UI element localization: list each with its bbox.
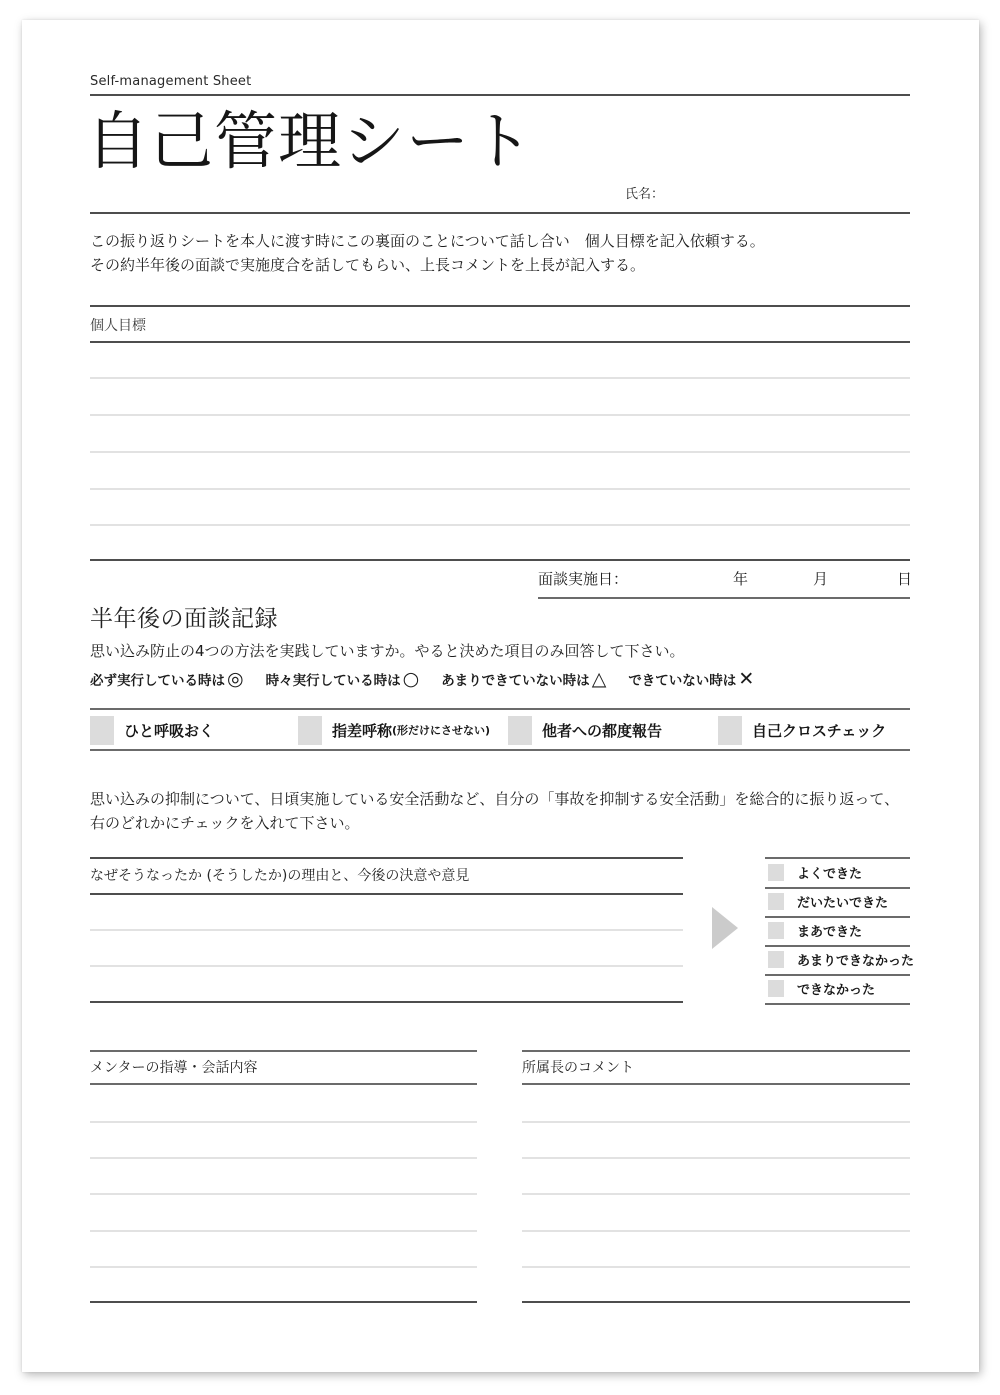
ruled-line: [522, 1230, 910, 1232]
ruled-line: [90, 488, 910, 490]
method-label: 自己クロスチェック: [752, 721, 887, 740]
ruled-line: [90, 965, 683, 967]
page-title: 自己管理シート: [86, 105, 534, 178]
method-label: 他者への都度報告: [542, 721, 663, 740]
ruled-line: [90, 1266, 477, 1268]
rating-row: [765, 945, 915, 974]
method-hitokokyu: [90, 713, 214, 747]
method-shisakosho: [298, 713, 490, 747]
legend-item: [90, 668, 244, 690]
legend-text: あまりできていない時は: [441, 673, 590, 689]
checkbox-square: [768, 922, 784, 939]
a4-sheet: [22, 20, 979, 1372]
mentor-top-rule: [90, 1050, 477, 1052]
goal-section-bottom-rule: [90, 559, 910, 561]
interview-date-label: 面談実施日：: [538, 570, 629, 588]
arrow-right-icon: [712, 907, 738, 949]
goal-section-label: 個人目標: [90, 318, 146, 334]
record-question: 思い込み防止の4つの方法を実践していますか。やると決めた項目のみ回答して下さい。: [90, 642, 685, 660]
ruled-line: [90, 1121, 477, 1123]
legend-text: 必ず実行している時は: [90, 673, 225, 689]
double-circle-icon: ◎: [227, 668, 244, 690]
mentor-header-rule: [90, 1083, 477, 1085]
rating-label: あまりできなかった: [797, 954, 915, 969]
interview-date-rule: [538, 597, 910, 599]
rating-rule: [765, 1003, 910, 1005]
ruled-line: [522, 1121, 910, 1123]
year-label: 年: [733, 570, 749, 588]
mentor-comment-label: メンターの指導・会話内容: [90, 1060, 258, 1076]
checkbox-square: [768, 980, 784, 997]
rating-label: よくできた: [797, 867, 863, 882]
ruled-line: [90, 451, 910, 453]
name-field-rule: [90, 212, 910, 214]
ruled-line: [522, 1157, 910, 1159]
method-label: ひと呼吸おく: [124, 721, 215, 740]
checkbox-square: [768, 893, 784, 910]
rating-label: だいたいできた: [797, 896, 889, 911]
rating-row: [765, 916, 910, 945]
ruled-line: [90, 1193, 477, 1195]
rating-row: [765, 858, 910, 887]
reason-header-rule: [90, 893, 683, 895]
name-field-label: 氏名：: [625, 187, 665, 202]
manager-header-rule: [522, 1083, 910, 1085]
ruled-line: [522, 1193, 910, 1195]
method-cross-check: [718, 713, 886, 747]
reason-label: なぜそうなったか (そうしたか)の理由と、今後の決意や意見: [90, 868, 470, 884]
symbol-legend: [90, 666, 754, 692]
reflection-instruction: [90, 787, 899, 835]
goal-header-rule: [90, 341, 910, 343]
checkbox-square: [90, 716, 114, 745]
instruction-line-2: 右のどれかにチェックを入れて下さい。: [90, 814, 360, 832]
english-subtitle: Self-management Sheet: [90, 74, 252, 89]
legend-item: [441, 668, 606, 690]
rating-row: [765, 887, 910, 916]
checkbox-square: [768, 951, 784, 968]
rating-label: できなかった: [797, 983, 876, 998]
legend-item: [628, 668, 754, 690]
ruled-line: [90, 1230, 477, 1232]
ruled-line: [90, 524, 910, 526]
triangle-icon: △: [591, 668, 607, 690]
intro-line-1: この振り返りシートを本人に渡す時にこの裏面のことについて話し合い 個人目標を記入依頼する。: [90, 232, 765, 250]
methods-band-bottom-rule: [90, 749, 910, 751]
intro-line-2: その約半年後の面談で実施度合を話してもらい、上長コメントを上長が記入する。: [90, 256, 646, 274]
goal-section-top-rule: [90, 305, 910, 307]
rating-row: [765, 974, 910, 1003]
reason-bottom-rule: [90, 1001, 683, 1003]
checkbox-square: [768, 864, 784, 881]
checkbox-square: [508, 716, 532, 745]
ruled-line: [522, 1266, 910, 1268]
section-heading: 半年後の面談記録: [90, 606, 278, 632]
circle-icon: ○: [402, 668, 420, 690]
legend-item: [266, 668, 420, 690]
method-tasha-hokoku: [508, 713, 662, 747]
method-label: 指差呼称: [332, 721, 393, 740]
instruction-line-1: 思い込みの抑制について、日頃実施している安全活動など、自分の「事故を抑制する安全活動」を総合的に振り返って、: [90, 790, 900, 808]
ruled-line: [90, 1157, 477, 1159]
checkbox-square: [718, 716, 742, 745]
intro-paragraph: [90, 229, 765, 277]
method-note: (形だけにさせない): [392, 724, 491, 737]
rating-label: まあできた: [797, 925, 863, 940]
cross-icon: ✕: [738, 668, 755, 690]
month-label: 月: [813, 570, 829, 588]
manager-comment-label: 所属長のコメント: [522, 1060, 634, 1076]
legend-text: できていない時は: [628, 673, 737, 689]
ruled-line: [90, 929, 683, 931]
reason-top-rule: [90, 857, 683, 859]
checkbox-square: [298, 716, 322, 745]
legend-text: 時々実行している時は: [265, 673, 401, 689]
day-label: 日: [897, 570, 913, 588]
header-rule: [90, 94, 910, 96]
manager-bottom-rule: [522, 1301, 910, 1303]
ruled-line: [90, 414, 910, 416]
ruled-line: [90, 377, 910, 379]
mentor-bottom-rule: [90, 1301, 477, 1303]
methods-band-top-rule: [90, 708, 910, 710]
manager-top-rule: [522, 1050, 910, 1052]
